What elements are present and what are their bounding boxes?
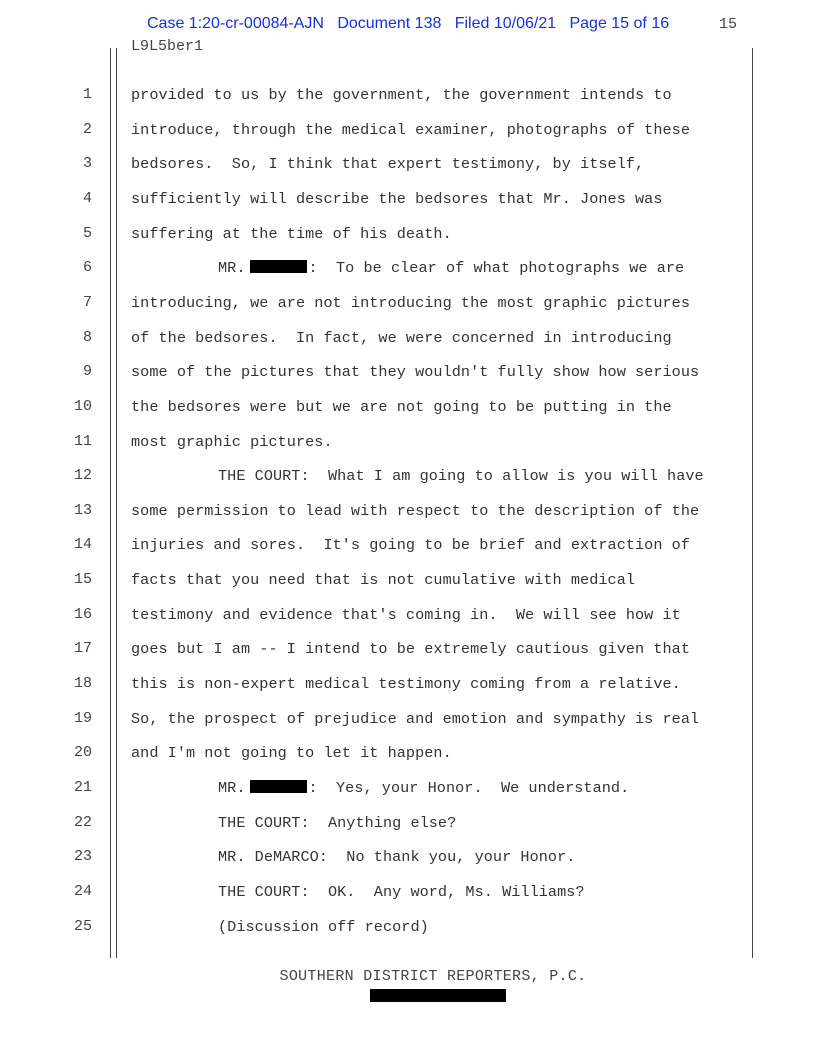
- line-text: this is non-expert medical testimony coming from a relative.: [131, 675, 681, 694]
- transcript-line: [0, 667, 816, 702]
- transcript-line: [0, 78, 816, 113]
- redaction-bar: [250, 780, 307, 793]
- transcript-line: [0, 113, 816, 148]
- case-number: Case 1:20-cr-00084-AJN: [147, 15, 324, 32]
- line-text: and I'm not going to let it happen.: [131, 744, 452, 763]
- line-text: sufficiently will describe the bedsores that Mr. Jones was: [131, 189, 663, 208]
- line-number: 25: [73, 917, 92, 935]
- line-text: some of the pictures that they wouldn't fully show how serious: [131, 363, 700, 382]
- transcript-line: [0, 321, 816, 356]
- transcript-line: [0, 702, 816, 737]
- line-text: the bedsores were but we are not going to be putting in the: [131, 397, 672, 416]
- line-number: 20: [73, 744, 92, 762]
- transcript-line: [0, 217, 816, 252]
- line-number: 19: [73, 709, 92, 727]
- transcript-line: [0, 459, 816, 494]
- transcript-line: [0, 355, 816, 390]
- line-text: provided to us by the government, the government intends to: [131, 86, 672, 104]
- line-text: So, the prospect of prejudice and emotion and sympathy is real: [131, 709, 700, 728]
- line-number: 13: [73, 501, 92, 519]
- line-text: most graphic pictures.: [131, 432, 333, 451]
- transcript-line: [0, 598, 816, 633]
- transcript-line: [0, 771, 816, 806]
- line-text: introduce, through the medical examiner, photographs of these: [131, 120, 691, 139]
- line-text-content: : Yes, your Honor. We understand.: [308, 779, 630, 797]
- document-id: L9L5ber1: [131, 38, 204, 55]
- transcript-line: [0, 182, 816, 217]
- line-number: 3: [82, 155, 92, 173]
- transcript-line: [0, 632, 816, 667]
- line-text: testimony and evidence that's coming in. We will see how it: [131, 605, 681, 624]
- line-text: [218, 259, 684, 277]
- line-number: 14: [73, 536, 92, 554]
- page-of: Page 15 of 16: [569, 15, 670, 32]
- line-number: 22: [73, 813, 92, 831]
- line-number: 15: [73, 571, 92, 589]
- transcript-line: [0, 875, 816, 910]
- line-number: 5: [82, 224, 92, 242]
- transcript-line: [0, 494, 816, 529]
- transcript-line: [0, 840, 816, 875]
- speaker-label: MR.: [218, 259, 246, 278]
- line-number: 18: [73, 675, 92, 693]
- transcript-line: [0, 736, 816, 771]
- line-number: 10: [73, 397, 92, 415]
- transcript-line: [0, 528, 816, 563]
- redaction-bar: [370, 989, 506, 1002]
- transcript-line: [0, 147, 816, 182]
- filed-date: Filed 10/06/21: [454, 15, 557, 32]
- line-text: of the bedsores. In fact, we were concerned in introducing: [131, 328, 672, 347]
- line-text: injuries and sores. It's going to be brief and extraction of: [131, 536, 691, 555]
- transcript-line: [0, 251, 816, 286]
- line-text: bedsores. So, I think that expert testimony, by itself,: [131, 155, 645, 174]
- transcript-line: [0, 910, 816, 945]
- line-number: 23: [73, 848, 92, 866]
- line-text: THE COURT: What I am going to allow is you will have: [218, 467, 704, 486]
- line-number: 24: [73, 882, 92, 900]
- line-text: facts that you need that is not cumulative with medical: [131, 571, 636, 590]
- transcript-line: [0, 286, 816, 321]
- document-number: Document 138: [337, 15, 442, 32]
- transcript-line: [0, 806, 816, 841]
- transcript-line: [0, 563, 816, 598]
- transcript-line: [0, 390, 816, 425]
- line-text: introducing, we are not introducing the most graphic pictures: [131, 293, 691, 312]
- line-text: THE COURT: Anything else?: [218, 813, 457, 832]
- line-number: 17: [73, 640, 92, 658]
- line-number: 6: [82, 259, 92, 277]
- line-number: 1: [82, 86, 92, 103]
- speaker-label: MR.: [218, 779, 246, 797]
- line-number: 4: [82, 189, 92, 207]
- line-number: 21: [73, 779, 92, 796]
- page-number: 15: [719, 16, 738, 33]
- transcript-line: [0, 425, 816, 460]
- line-text: some permission to lead with respect to the description of the: [131, 501, 700, 520]
- ecf-header: [147, 15, 669, 33]
- line-text: suffering at the time of his death.: [131, 224, 452, 243]
- line-number: 11: [73, 432, 92, 450]
- line-text: MR. DeMARCO: No thank you, your Honor.: [218, 848, 576, 867]
- line-number: 12: [73, 467, 92, 485]
- line-number: 8: [82, 328, 92, 346]
- reporter-footer: SOUTHERN DISTRICT REPORTERS, P.C.: [279, 968, 587, 985]
- line-number: 16: [73, 605, 92, 623]
- line-text: [218, 779, 629, 797]
- line-number: 9: [82, 363, 92, 381]
- line-text-content: : To be clear of what photographs we are: [308, 259, 685, 278]
- line-number: 7: [82, 293, 92, 311]
- line-text: THE COURT: OK. Any word, Ms. Williams?: [218, 882, 585, 901]
- line-text: (Discussion off record): [218, 917, 429, 936]
- redaction-bar: [250, 260, 307, 273]
- line-text: goes but I am -- I intend to be extremely cautious given that: [131, 640, 691, 659]
- line-number: 2: [82, 120, 92, 138]
